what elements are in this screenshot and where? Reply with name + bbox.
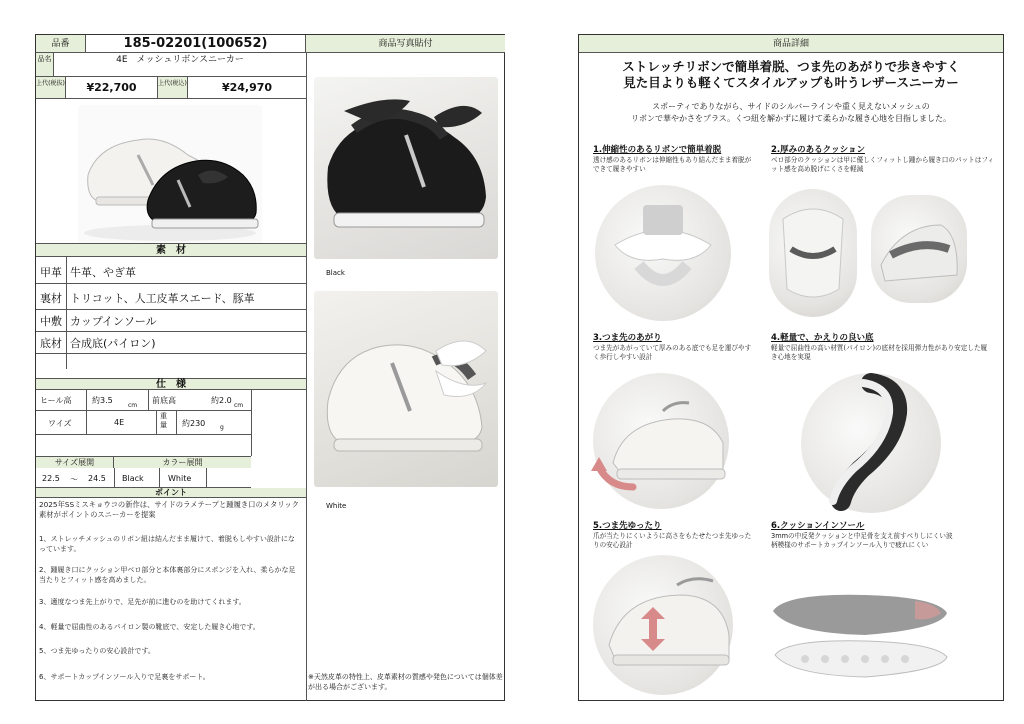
materials-header — [36, 243, 306, 257]
front-sole-unit: cm — [234, 402, 244, 409]
product-pair-photo — [78, 105, 262, 245]
black-shoe-photo — [314, 77, 498, 259]
material-label-lining: 裏材 — [40, 292, 62, 305]
heel-height-unit: cm — [128, 402, 138, 409]
subtitle-line-2: リボンで華やかさをプラス。くつ紐を解かずに履けて柔らかな履き心地を目指しました。 — [631, 114, 951, 123]
white-shoe-photo — [314, 291, 498, 487]
size-separator: ～ — [70, 475, 78, 484]
point-header — [36, 488, 306, 498]
price-with-tax-label: 上代(税込) — [158, 80, 187, 87]
feature-4-title: 4.軽量で、かえりの良い底 — [771, 333, 874, 343]
feature-3-title: 3.つま先のあがり — [593, 333, 662, 343]
feature-5-desc: 爪が当たりにくいように高さをもたせたつま先ゆったりの安心設計 — [593, 532, 752, 549]
product-detail-sheet — [578, 34, 1004, 701]
price-without-tax: ¥22,700 — [86, 81, 137, 94]
headline-line-1: ストレッチリボンで簡単着脱、つま先のあがりで歩きやすく — [622, 59, 960, 74]
curved-arrow-icon — [589, 453, 639, 493]
specs-table — [36, 390, 306, 456]
price-without-tax-label-cell — [36, 77, 66, 99]
material-label-upper: 甲革 — [40, 266, 62, 279]
headline — [579, 59, 1003, 91]
detail-header-text: 商品詳細 — [772, 39, 809, 49]
front-sole-value: 約2.0 — [211, 396, 232, 405]
size-from: 22.5 — [42, 474, 60, 483]
width-label: ワイズ — [48, 419, 72, 428]
tongue-cushion-illustration — [769, 189, 857, 317]
material-label-sole: 底材 — [40, 337, 62, 350]
cushion-insole-illustration — [765, 583, 955, 695]
feature-2-desc: ベロ部分のクッションは甲に優しくフィットし踵から履き口のパットはフィット感を高め脱げにくさを軽減 — [771, 156, 994, 173]
point-section — [36, 498, 306, 702]
price-with-tax: ¥24,970 — [221, 81, 273, 94]
heel-height-label: ヒール高 — [40, 396, 72, 405]
feature-1-desc: 透け感のあるリボンは伸縮性もあり結んだまま着脱ができて履きやすい — [593, 156, 752, 173]
feature-2-title: 2.厚みのあるクッション — [771, 145, 865, 155]
ribbon-laces-illustration — [595, 185, 731, 321]
materials-header-text: 素 材 — [156, 245, 186, 256]
feature-2-image-a — [769, 189, 857, 317]
weight-value: 約230 — [182, 419, 206, 428]
feature-6-title: 6.クッションインソール — [771, 521, 865, 531]
photo-header: 商品写真貼付 — [378, 39, 433, 49]
sneaker-pair-illustration — [78, 105, 262, 245]
color-white: White — [168, 474, 192, 483]
feature-5-title: 5.つま先ゆったり — [593, 521, 662, 531]
heel-height-value: 約3.5 — [92, 396, 113, 405]
black-caption: Black — [326, 269, 345, 277]
size-to: 24.5 — [88, 474, 106, 483]
feature-6-desc: 3mmの中反発クッションと中足骨を支え前すべりしにくい波柄模様のサポートカップインソール入りで疲れにくい — [771, 532, 953, 549]
hinban-label: 品番 — [51, 39, 70, 49]
product-name-label-cell — [36, 53, 54, 77]
materials-table — [36, 257, 306, 369]
size-header — [36, 457, 114, 468]
size-color-value-row — [36, 468, 251, 488]
color-header-text: カラー展開 — [162, 458, 203, 467]
point-item-4: 4、軽量で屈曲性のあるパイロン製の靴底で、安定した履き心地です。 — [39, 623, 260, 631]
hinban-value-cell — [86, 35, 306, 53]
point-item-5: 5、つま先ゆったりの安心設計です。 — [39, 647, 155, 655]
size-header-text: サイズ展開 — [54, 458, 95, 467]
leather-note: ※天然皮革の特性上、皮革素材の質感や発色については個体差が出る場合がございます。 — [308, 673, 503, 691]
heel-pad-illustration — [871, 195, 967, 303]
material-value-insole: カップインソール — [70, 315, 157, 328]
feature-4-desc: 軽量で屈曲性の高い材質(パイロン)の底材を採用弾力性があり安定した履き心地を実現 — [771, 344, 988, 361]
product-name-cell — [54, 53, 306, 77]
specs-header — [36, 378, 306, 390]
color-header — [114, 457, 251, 468]
flexible-sole-illustration — [801, 373, 941, 513]
weight-unit: g — [220, 424, 224, 431]
feature-3-desc: つま先があがっていて厚みのある底でも足を運びやすく歩行しやすい設計 — [593, 344, 752, 361]
detail-header — [579, 35, 1003, 53]
price-with-tax-label-cell — [158, 77, 188, 99]
material-value-lining: トリコット、人工皮革スエード、豚革 — [70, 292, 255, 305]
price-without-tax-label: 上代(税抜) — [36, 80, 65, 87]
front-sole-label: 前底高 — [152, 396, 176, 405]
feature-1-image — [595, 185, 731, 321]
headline-line-2: 見た目よりも軽くてスタイルアップも叶うレザースニーカー — [623, 75, 959, 90]
height-arrow-icon — [641, 607, 665, 651]
feature-1-title: 1.伸縮性のあるリボンで簡単着脱 — [593, 145, 722, 155]
feature-4-image — [801, 373, 941, 513]
point-item-1: 1、ストレッチメッシュのリボン紐は結んだまま履けて、着脱もしやすい設計になっています。 — [39, 535, 295, 553]
weight-label: 重量 — [160, 412, 167, 429]
white-caption: White — [326, 502, 347, 510]
point-intro: 2025年SSミスキョウコの新作は、サイドのラメテープと踵履き口のメタリック素材がポイントのスニーカーを提案 — [39, 500, 299, 519]
feature-6-image — [765, 583, 955, 695]
black-sneaker-illustration — [314, 77, 498, 259]
subtitle-line-1: スポーティでありながら、サイドのシルバーラインや重く見えないメッシュの — [652, 102, 930, 111]
price-without-tax-cell — [66, 77, 158, 99]
width-value: 4E — [114, 418, 125, 427]
specs-header-text: 仕 様 — [156, 379, 186, 390]
hinban-label-cell — [36, 35, 86, 53]
product-name-label: 品名 — [37, 55, 52, 63]
material-value-upper: 牛革、やぎ革 — [70, 266, 136, 279]
material-label-insole: 中敷 — [40, 315, 62, 328]
material-value-sole: 合成底(パイロン) — [70, 337, 156, 350]
photo-header-cell — [306, 35, 505, 53]
product-spec-sheet — [35, 34, 505, 701]
point-item-2: 2、踵履き口にクッション甲ベロ部分と本体裏部分にスポンジを入れ、柔らかな足当たりとフィット感を高めました。 — [39, 566, 296, 584]
product-name: 4E メッシュリボンスニーカー — [116, 55, 244, 65]
price-with-tax-cell — [188, 77, 306, 99]
point-header-text: ポイント — [155, 488, 187, 497]
hinban-value: 185-02201(100652) — [123, 36, 268, 51]
white-sneaker-illustration — [314, 291, 498, 487]
point-item-6: 6、サポートカップインソール入りで足裏をサポート。 — [39, 673, 210, 681]
point-item-3: 3、適度なつま先上がりで、足先が前に進むのを助けてくれます。 — [39, 598, 246, 606]
color-black: Black — [122, 474, 144, 483]
feature-2-image-b — [871, 195, 967, 303]
size-color-header-row — [36, 456, 251, 468]
subtitle — [579, 101, 1003, 125]
